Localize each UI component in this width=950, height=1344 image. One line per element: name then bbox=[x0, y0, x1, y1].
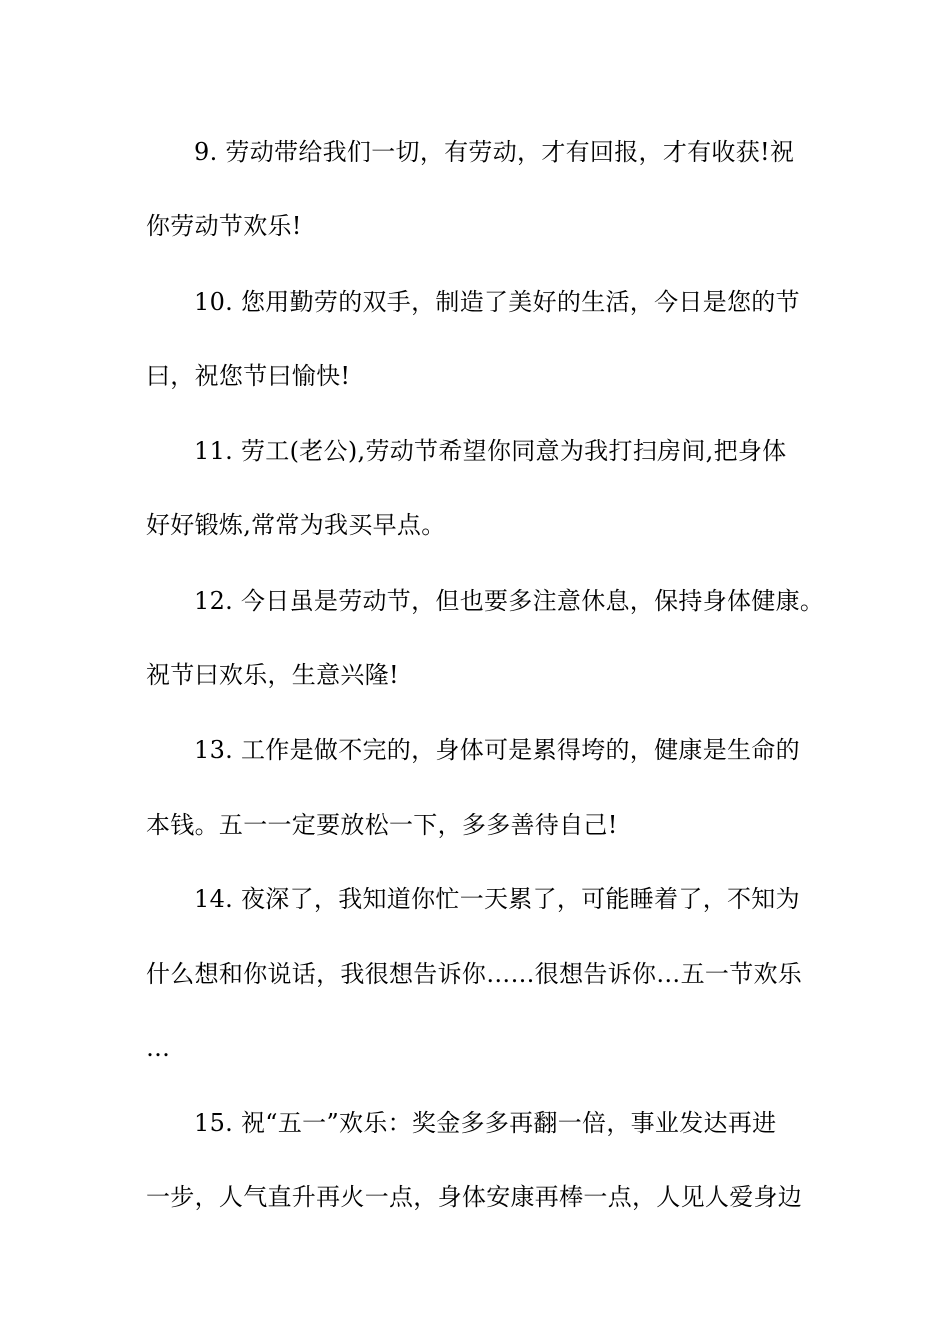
paragraph-line: 祝节曰欢乐，生意兴隆! bbox=[146, 661, 399, 689]
paragraph-line: 好好锻炼,常常为我买早点。 bbox=[146, 511, 446, 539]
paragraph-line: 12. 今日虽是劳动节，但也要多注意休息，保持身体健康。 bbox=[194, 587, 825, 615]
paragraph-line: 曰，祝您节曰愉快! bbox=[146, 362, 351, 390]
paragraph-line: 本钱。五一一定要放松一下，多多善待自己! bbox=[146, 811, 618, 839]
paragraph-line: 13. 工作是做不完的，身体可是累得垮的，健康是生命的 bbox=[194, 736, 800, 764]
paragraph-line: 10. 您用勤劳的双手，制造了美好的生活，今日是您的节 bbox=[194, 288, 800, 316]
paragraph-line: … bbox=[146, 1034, 171, 1062]
paragraph-line: 什么想和你说话，我很想告诉你……很想告诉你…五一节欢乐 bbox=[146, 960, 803, 988]
paragraph-line: 14. 夜深了，我知道你忙一天累了，可能睡着了，不知为 bbox=[194, 885, 800, 913]
paragraph-line: 15. 祝“五一”欢乐：奖金多多再翻一倍，事业发达再进 bbox=[194, 1109, 777, 1137]
paragraph-line: 11. 劳工(老公),劳动节希望你同意为我打扫房间,把身体 bbox=[194, 437, 787, 465]
paragraph-line: 9. 劳动带给我们一切，有劳动，才有回报，才有收获!祝 bbox=[194, 138, 795, 166]
paragraph-line: 你劳动节欢乐! bbox=[146, 212, 302, 240]
paragraph-line: 一步，人气直升再火一点，身体安康再棒一点，人见人爱身边 bbox=[146, 1183, 803, 1211]
